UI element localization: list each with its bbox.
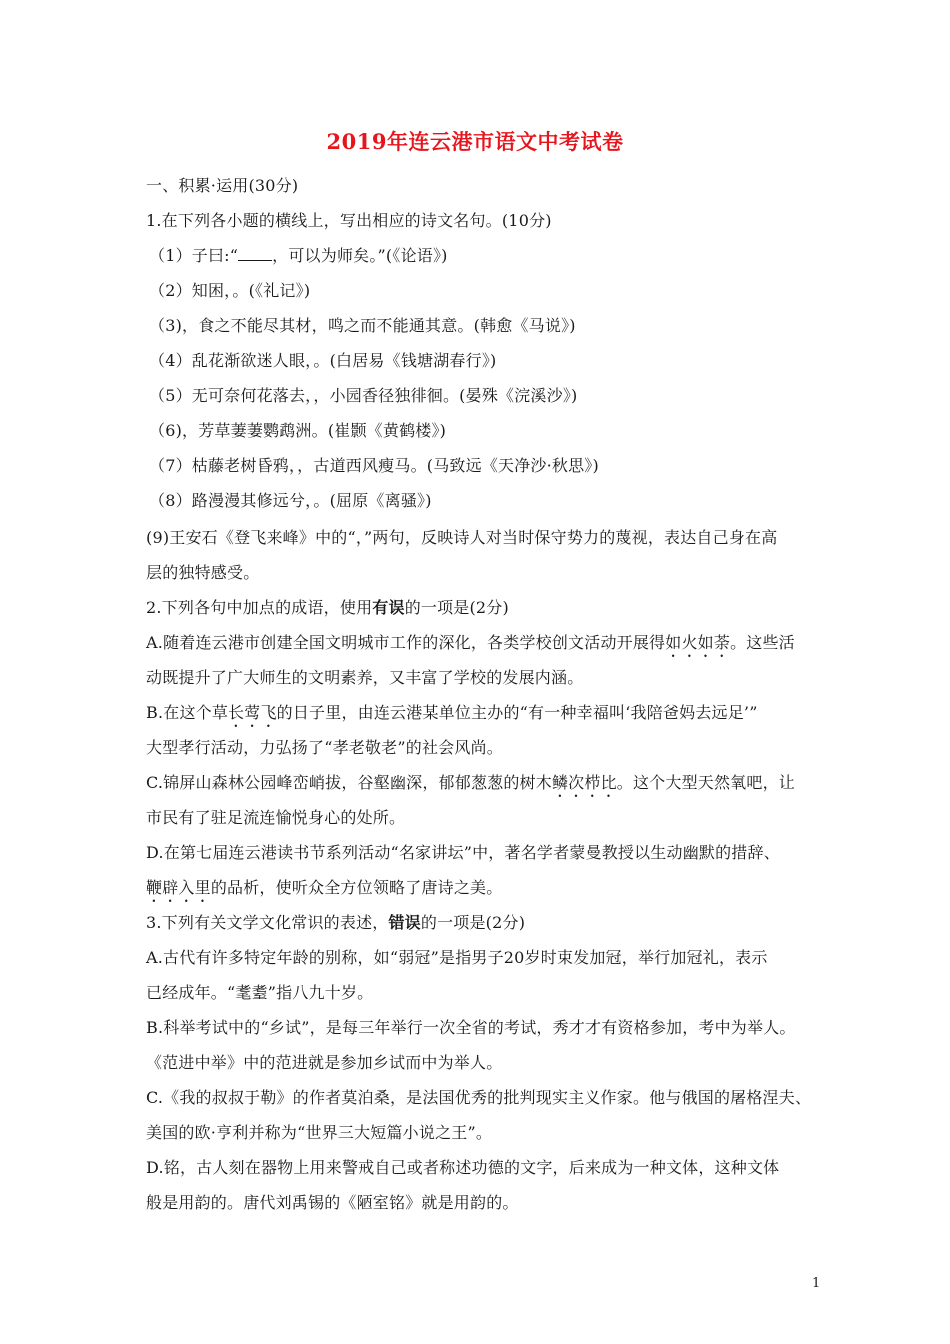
question-2-option-c-line-1: C.锦屏山森林公园峰峦峭拔，谷壑幽深，郁郁葱葱的树木鳞次栉比。这个大型天然氧吧，让 bbox=[146, 773, 795, 792]
question-3-option-c-line-1: C.《我的叔叔于勒》的作者莫泊桑，是法国优秀的批判现实主义作家。他与俄国的屠格涅夫、 bbox=[146, 1088, 812, 1107]
question-1-item-2: （2）知困，。(《礼记》) bbox=[149, 281, 311, 300]
page-number: 1 bbox=[812, 1276, 821, 1291]
question-1-item-8: （8）路漫漫其修远兮，。(屈原《离骚》) bbox=[149, 491, 432, 510]
question-1-stem: 1.在下列各小题的横线上，写出相应的诗文名句。(10分) bbox=[146, 211, 552, 230]
question-1-item-7: （7）枯藤老树昏鸦，，古道西风瘦马。(马致远《天净沙·秋思》) bbox=[149, 456, 599, 475]
question-1-item-4: （4）乱花渐欲迷人眼，。(白居易《钱塘湖春行》) bbox=[149, 351, 497, 370]
question-3-option-a-line-2: 已经成年。“耄耋”指八九十岁。 bbox=[146, 983, 374, 1002]
page-title: 2019年连云港市语文中考试卷 bbox=[326, 129, 624, 154]
question-2-stem: 2.下列各句中加点的成语，使用有误的一项是(2分) bbox=[146, 598, 509, 617]
dotted-idiom: 鞭辟入里 bbox=[146, 878, 211, 897]
question-2-option-c-line-2: 市民有了驻足流连愉悦身心的处所。 bbox=[146, 808, 406, 827]
question-1-item-1: （1）子曰:“ ，可以为师矣。”(《论语》) bbox=[149, 246, 448, 265]
question-1-item-9-line-2: 层的独特感受。 bbox=[146, 563, 260, 582]
question-3-option-d-line-2: 般是用韵的。唐代刘禹锡的《陋室铭》就是用韵的。 bbox=[146, 1193, 519, 1212]
question-2-option-a-line-2: 动既提升了广大师生的文明素养，又丰富了学校的发展内涵。 bbox=[146, 668, 584, 687]
question-1-item-3: （3)，食之不能尽其材，鸣之而不能通其意。(韩愈《马说》) bbox=[149, 316, 576, 335]
question-3-stem: 3.下列有关文学文化常识的表述，错误的一项是(2分) bbox=[146, 913, 526, 932]
question-1-item-6: （6)，芳草萋萋鹦鹉洲。(崔颢《黄鹤楼》) bbox=[149, 421, 447, 440]
dotted-idiom: 长莺飞 bbox=[228, 703, 277, 722]
question-3-option-a-line-1: A.古代有许多特定年龄的别称，如“弱冠”是指男子20岁时束发加冠，举行加冠礼，表示 bbox=[146, 948, 768, 967]
question-3-option-b-line-1: B.科举考试中的“乡试”，是每三年举行一次全省的考试，秀才才有资格参加，考中为举人。 bbox=[146, 1018, 796, 1037]
question-3-option-c-line-2: 美国的欧·亨利并称为“世界三大短篇小说之王”。 bbox=[146, 1123, 493, 1142]
question-2-option-d-line-1: D.在第七届连云港读书节系列活动“名家讲坛”中，著名学者蒙曼教授以生动幽默的措辞、 bbox=[146, 843, 780, 862]
question-2-option-a-line-1: A.随着连云港市创建全国文明城市工作的深化，各类学校创文活动开展得如火如荼。这些活 bbox=[146, 633, 795, 652]
answer-blank[interactable] bbox=[238, 246, 272, 261]
question-2-option-d-line-2: 鞭辟入里的品析，使听众全方位领略了唐诗之美。 bbox=[146, 878, 503, 897]
question-3-option-d-line-1: D.铭，古人刻在器物上用来警戒自己或者称述功德的文字，后来成为一种文体，这种文体 bbox=[146, 1158, 780, 1177]
question-3-option-b-line-2: 《范进中举》中的范进就是参加乡试而中为举人。 bbox=[146, 1053, 503, 1072]
question-1-item-5: （5）无可奈何花落去，，小园香径独徘徊。(晏殊《浣溪沙》) bbox=[149, 386, 578, 405]
question-1-item-9-line-1: (9)王安石《登飞来峰》中的“，”两句，反映诗人对当时保守势力的蔑视，表达自己身在高 bbox=[146, 528, 778, 547]
dotted-idiom: 鳞次栉比 bbox=[551, 773, 617, 792]
section-heading: 一、积累·运用(30分) bbox=[146, 176, 299, 195]
question-2-option-b-line-1: B.在这个草长莺飞的日子里，由连云港某单位主办的“有一种幸福叫‘我陪爸妈去远足’” bbox=[146, 703, 758, 722]
dotted-idiom: 如火如荼 bbox=[665, 633, 731, 652]
question-2-option-b-line-2: 大型孝行活动，力弘扬了“孝老敬老”的社会风尚。 bbox=[146, 738, 503, 757]
